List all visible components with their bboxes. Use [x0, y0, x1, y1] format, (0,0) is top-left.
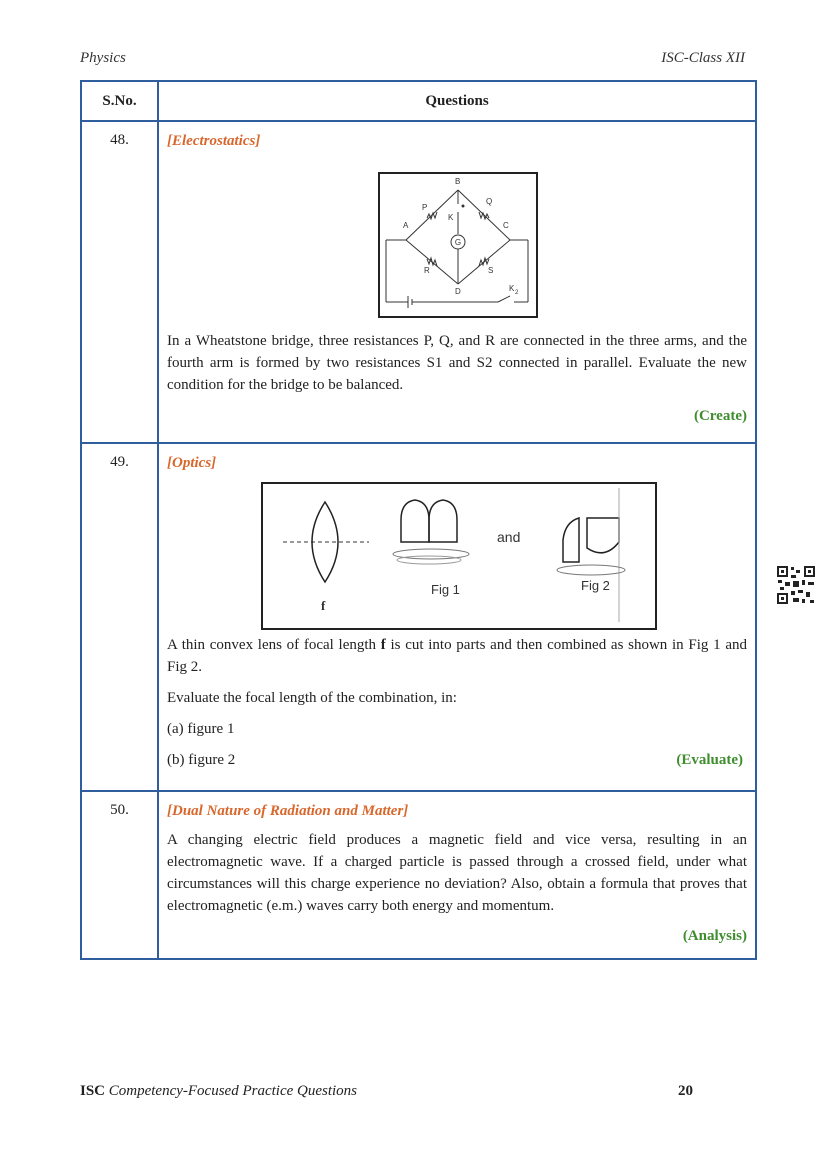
questions-table — [80, 80, 757, 960]
bloom-level: (Evaluate) — [676, 752, 743, 768]
fig1-label: Fig 1 — [431, 582, 460, 597]
col-questions-header: Questions — [158, 81, 756, 121]
topic-label: [Optics] — [167, 455, 217, 471]
label-r: R — [424, 266, 430, 275]
question-text-part-1: A thin convex lens of focal length — [167, 637, 381, 653]
label-p: P — [422, 203, 428, 212]
question-text: A changing electric field produces a magnetic field and vice versa, resulting in an electromagnetic wave. If a charged particle is passed through a crossed field, under what circumstances will this charge experience no deviation? Also, obtain a formula that proves that electromagnetic (e.m.) waves carry both energy and momentum. — [167, 832, 747, 914]
wheatstone-bridge-figure — [378, 172, 538, 318]
question-row-48 — [81, 121, 756, 443]
footer-title-text: Competency-Focused Practice Questions — [108, 1083, 358, 1099]
qr-code-icon — [776, 565, 816, 605]
label-c: C — [503, 221, 509, 230]
bloom-level: (Analysis) — [682, 928, 747, 944]
topic-label: [Dual Nature of Radiation and Matter] — [167, 803, 409, 819]
lens-cut-figure — [261, 482, 657, 630]
page-number: 20 — [678, 1083, 693, 1099]
label-a: A — [403, 221, 409, 230]
question-part-b: (b) figure 2 — [167, 752, 236, 768]
footer-title — [80, 1083, 357, 1100]
question-row-49 — [81, 443, 756, 791]
question-number: 48. — [81, 121, 158, 443]
table-header-row — [81, 81, 756, 121]
question-text — [167, 634, 747, 678]
label-s: S — [488, 266, 494, 275]
header-class: ISC-Class XII — [661, 50, 745, 66]
label-k: K — [448, 213, 454, 222]
label-d: D — [455, 287, 461, 296]
question-number: 49. — [81, 443, 158, 791]
col-sno-header: S.No. — [81, 81, 158, 121]
question-part-a: (a) figure 1 — [167, 721, 235, 737]
part-b-row — [167, 749, 747, 771]
bloom-level: (Create) — [693, 408, 747, 424]
question-cell — [158, 443, 756, 791]
label-k2: K — [509, 284, 515, 293]
question-cell — [158, 791, 756, 959]
question-row-50 — [81, 791, 756, 959]
footer-brand: ISC — [80, 1083, 106, 1099]
label-q: Q — [486, 197, 493, 206]
label-b: B — [455, 177, 461, 186]
header-subject: Physics — [80, 50, 126, 66]
question-cell — [158, 121, 756, 443]
question-text: In a Wheatstone bridge, three resistances P, Q, and R are connected in the three arms, and the fourth arm is formed by two resistances S1 and S2 connected in parallel. Evaluate the new condition for the bridge to be balanced. — [167, 333, 747, 393]
label-k2-subscript: 2 — [515, 290, 519, 296]
focal-length-label: f — [321, 598, 326, 613]
question-number: 50. — [81, 791, 158, 959]
question-prompt: Evaluate the focal length of the combination, in: — [167, 690, 457, 706]
galvanometer-label: G — [454, 238, 462, 247]
fig2-label: Fig 2 — [581, 578, 610, 593]
focal-length-symbol: f — [380, 637, 386, 653]
and-label: and — [497, 529, 521, 545]
topic-label: [Electrostatics] — [167, 133, 261, 149]
question-text-part-2: is cut into parts and then combined as shown in Fig 1 and Fig 2. — [167, 637, 747, 675]
